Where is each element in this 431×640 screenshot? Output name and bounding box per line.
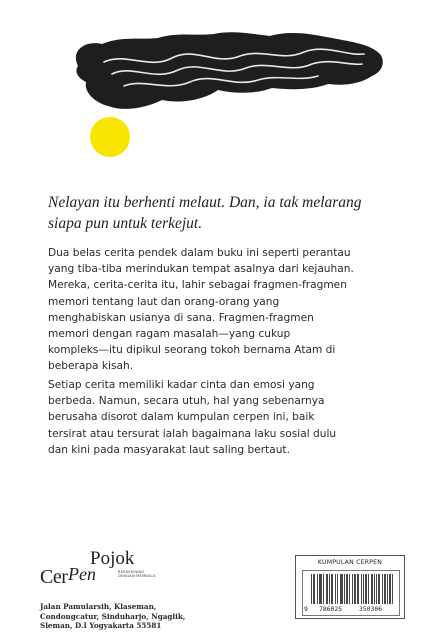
- barcode-bar: [341, 574, 342, 604]
- barcode-image: [311, 574, 393, 604]
- barcode-bar: [358, 574, 359, 604]
- barcode-bar: [342, 574, 343, 604]
- barcode-bar: [382, 574, 383, 604]
- barcode-bar: [320, 574, 321, 604]
- barcode-bar: [361, 574, 362, 604]
- barcode-bar: [317, 574, 318, 604]
- barcode-bar: [344, 574, 345, 604]
- synopsis-line: dan kini pada masyarakat laut saling bertaut.: [48, 443, 290, 456]
- barcode-bar: [371, 574, 372, 604]
- tagline-line: siapa pun untuk terkejut.: [48, 215, 203, 232]
- synopsis-line: yang tiba-tiba merindukan tempat asalnya dari kejauhan.: [48, 263, 354, 276]
- barcode-bar: [327, 574, 328, 604]
- barcode-bar: [331, 574, 332, 604]
- barcode-frame: [302, 570, 400, 616]
- logo-word-pojok: Pojok: [90, 548, 135, 569]
- barcode-bar: [329, 574, 330, 604]
- barcode-bar: [385, 574, 386, 604]
- isbn-group-1: 786025: [319, 605, 343, 613]
- barcode-bar: [392, 574, 393, 604]
- barcode-bar: [384, 574, 385, 604]
- barcode-bar: [311, 574, 312, 604]
- book-category-label: KUMPULAN CERPEN: [317, 559, 383, 566]
- barcode-bar: [378, 574, 379, 604]
- isbn-group-2: 350306: [359, 605, 383, 613]
- publisher-logo: [40, 548, 210, 592]
- synopsis-line: menghabiskan usianya di sana. Fragmen-fragmen: [48, 311, 314, 324]
- barcode-bar: [366, 574, 367, 604]
- synopsis-line: tersirat atau tersurat ialah bagaimana laku sosial dulu: [48, 427, 337, 440]
- barcode-bar: [332, 574, 333, 604]
- synopsis-line: beberapa kisah.: [48, 360, 134, 373]
- synopsis-line: Setiap cerita memiliki kadar cinta dan emosi yang: [48, 379, 315, 391]
- barcode-bar: [368, 574, 369, 604]
- barcode-bar: [346, 574, 347, 604]
- synopsis-line: Dua belas cerita pendek dalam buku ini seperti perantau: [48, 247, 351, 259]
- barcode-bar: [355, 574, 356, 604]
- synopsis-line: berbeda. Namun, secara utuh, hal yang sebenarnya: [48, 395, 325, 408]
- barcode-bar: [313, 574, 314, 604]
- synopsis-paragraph-2: [48, 377, 394, 458]
- barcode-bar: [340, 574, 341, 604]
- sun-circle: [90, 117, 130, 157]
- synopsis-line: memori dengan ragam masalah—yang cukup: [48, 328, 291, 341]
- barcode-bar: [319, 574, 320, 604]
- barcode-bar: [372, 574, 373, 604]
- barcode-bar: [374, 574, 375, 604]
- barcode-bar: [352, 574, 353, 604]
- address-line: Sleman, D.I Yogyakarta 55581: [40, 621, 162, 631]
- barcode-bar: [349, 574, 350, 604]
- barcode-bar: [363, 574, 364, 604]
- synopsis-line: berusaha disorot dalam kumpulan cerpen ini, baik: [48, 411, 315, 424]
- barcode-bar: [365, 574, 366, 604]
- barcode-bar: [387, 574, 388, 604]
- back-cover-tagline: [48, 192, 388, 234]
- synopsis-line: Mereka, cerita-cerita itu, lahir sebagai fragmen-fragmen: [48, 279, 347, 292]
- synopsis-paragraph-1: [48, 245, 394, 375]
- barcode-bar: [376, 574, 377, 604]
- barcode-bar: [326, 574, 327, 604]
- barcode-bar: [379, 574, 380, 604]
- publisher-address: [40, 602, 210, 631]
- barcode-bar: [314, 574, 315, 604]
- barcode-bar: [354, 574, 355, 604]
- logo-word-cer: Cer: [40, 566, 68, 588]
- barcode-bar: [389, 574, 390, 604]
- isbn-barcode-box: [295, 555, 405, 619]
- publisher-block: [40, 548, 210, 631]
- address-line: Condongcatur, Sinduharjo, Ngaglik,: [40, 611, 186, 621]
- barcode-bar: [390, 574, 391, 604]
- address-line: Jalan Pamularsih, Klaseman,: [40, 602, 157, 611]
- barcode-bar: [357, 574, 358, 604]
- synopsis-line: memori tentang laut dan orang-orang yang: [48, 295, 280, 308]
- barcode-bar: [347, 574, 348, 604]
- barcode-bar: [321, 574, 322, 604]
- barcode-bar: [335, 574, 336, 604]
- cover-illustration: [0, 0, 431, 170]
- logo-tagline: BERKENYANG DENGAN MEMBACA: [118, 570, 156, 579]
- synopsis-line: kompleks—itu dipikul seorang tokoh bernama Atam di: [48, 344, 336, 357]
- barcode-bar: [337, 574, 338, 604]
- logo-word-pen: Pen: [68, 564, 96, 584]
- isbn-first-digit: 9: [304, 605, 308, 613]
- barcode-bar: [323, 574, 324, 604]
- tagline-line: Nelayan itu berhenti melaut. Dan, ia tak melarang: [48, 194, 362, 211]
